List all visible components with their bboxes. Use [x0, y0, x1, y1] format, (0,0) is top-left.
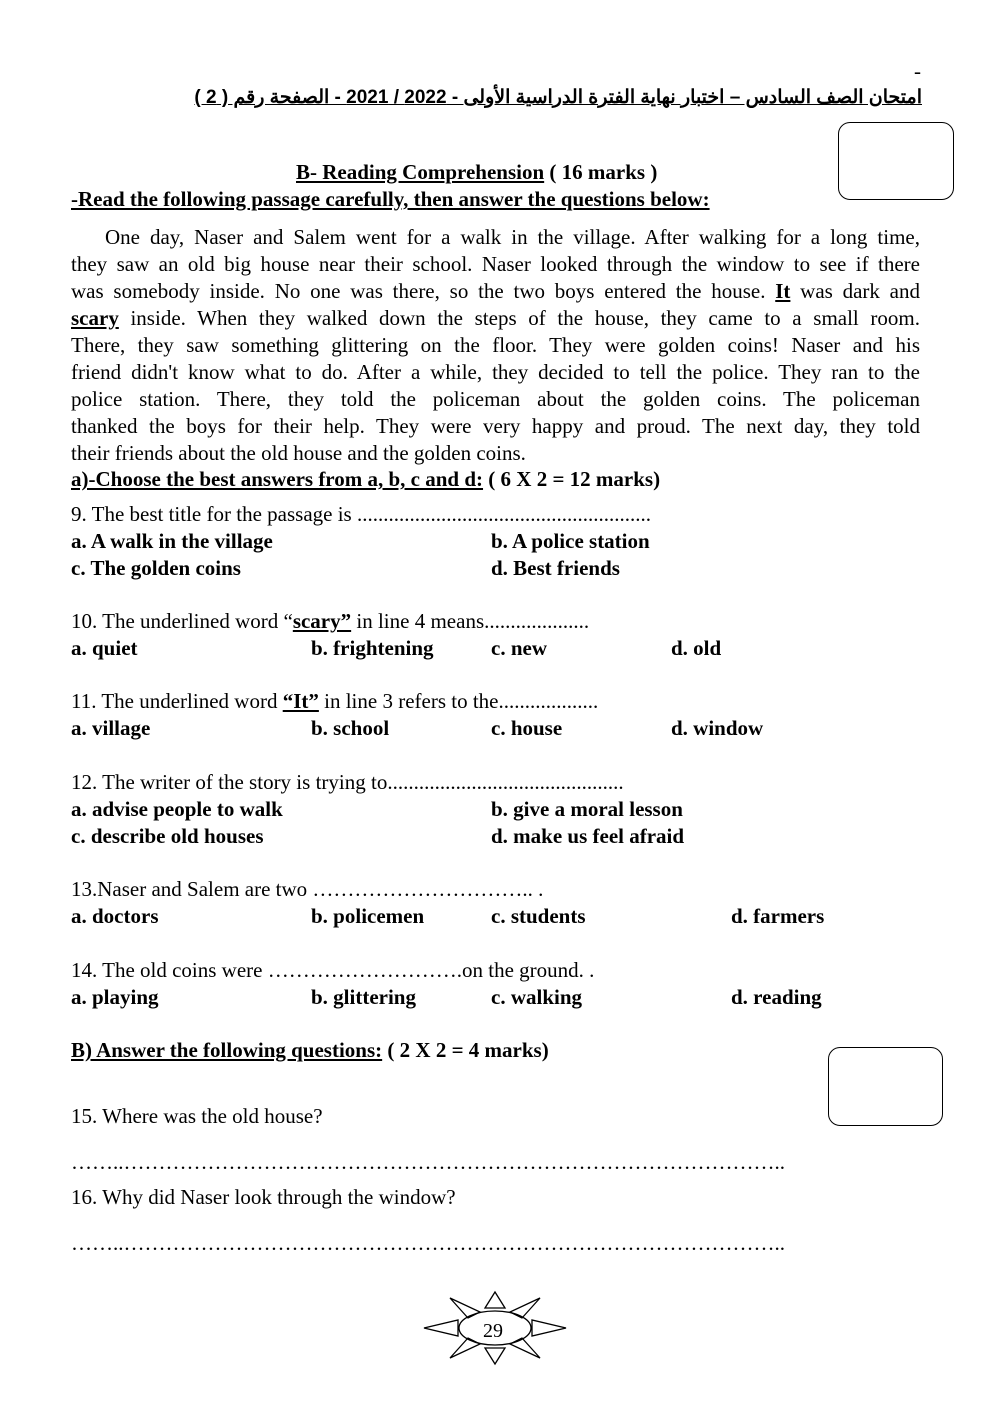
part-a-title-text: a)-Choose the best answers from a, b, c and d:	[71, 467, 484, 491]
passage-line	[71, 332, 920, 358]
answer-option[interactable]: d. farmers	[731, 904, 825, 928]
answer-option[interactable]: a. doctors	[71, 904, 159, 928]
answer-option[interactable]: c. describe old houses	[71, 824, 264, 848]
page-number: 29	[483, 1320, 503, 1342]
answer-option[interactable]: b. frightening	[311, 636, 434, 660]
question-9: 9. The best title for the passage is ........................................................	[71, 502, 651, 526]
page-header: امتحان الصف السادس – اختبار نهاية الفترة الدراسية الأولى - 2022 / 2021 - الصفحة رقم ( 2 )	[194, 87, 922, 108]
passage-line	[71, 305, 920, 331]
question-11	[71, 688, 598, 714]
answer-option[interactable]: c. new	[491, 636, 547, 660]
passage-line	[71, 386, 920, 412]
part-b-title-text: B) Answer the following questions:	[71, 1038, 383, 1062]
part-a-marks: ( 6 X 2 = 12 marks)	[483, 467, 661, 491]
section-title-text: B- Reading Comprehension	[296, 160, 545, 184]
answer-option[interactable]: c. walking	[491, 985, 583, 1009]
instruction: -Read the following passage carefully, then answer the questions below:	[71, 187, 710, 211]
answer-option[interactable]: c. The golden coins	[71, 556, 241, 580]
answer-line-16[interactable]: ……..…………………………………………………………………………………..	[71, 1231, 785, 1255]
answer-option[interactable]: b. school	[311, 716, 390, 740]
passage-line	[71, 440, 526, 466]
question-16: 16. Why did Naser look through the window?	[71, 1185, 456, 1209]
passage-line	[71, 278, 920, 304]
marks-box	[838, 122, 954, 200]
passage-line	[71, 251, 920, 277]
passage-line	[71, 359, 920, 385]
underlined-word: scary	[71, 306, 119, 330]
answer-line-15[interactable]: ……..…………………………………………………………………………………..	[71, 1150, 785, 1174]
answer-option[interactable]: d. reading	[731, 985, 822, 1009]
answer-option[interactable]: a. quiet	[71, 636, 138, 660]
section-title	[296, 159, 657, 185]
question-13: 13.Naser and Salem are two ………………………….. .	[71, 877, 544, 901]
answer-option[interactable]: a. A walk in the village	[71, 529, 273, 553]
answer-option[interactable]: d. old	[671, 636, 722, 660]
passage-text: was dark and	[790, 279, 921, 303]
passage-line	[71, 413, 920, 439]
answer-option[interactable]: d. Best friends	[491, 556, 620, 580]
question-text: 10. The underlined word “	[71, 609, 293, 633]
answer-option[interactable]: b. policemen	[311, 904, 425, 928]
underlined-word: “It”	[282, 689, 319, 713]
answer-option[interactable]: a. advise people to walk	[71, 797, 283, 821]
header-dash: -	[914, 59, 921, 83]
passage-text: There, they saw something glittering on the floor. They were golden coins! Naser and his	[71, 333, 920, 357]
passage-line	[71, 224, 920, 250]
answer-option[interactable]: a. playing	[71, 985, 159, 1009]
passage-text: friend didn't know what to do. After a while, they decided to tell the police. They ran to the	[71, 360, 920, 384]
section-marks: ( 16 marks )	[544, 160, 658, 184]
passage-text: inside. When they walked down the steps of the house, they came to a small room.	[118, 306, 920, 330]
answer-option[interactable]: d. make us feel afraid	[491, 824, 685, 848]
question-15: 15. Where was the old house?	[71, 1104, 323, 1128]
answer-option[interactable]: c. house	[491, 716, 563, 740]
marks-box	[828, 1047, 943, 1126]
part-b-marks: ( 2 X 2 = 4 marks)	[382, 1038, 549, 1062]
question-text: in line 3 refers to the...................	[318, 689, 599, 713]
question-text: in line 4 means....................	[351, 609, 590, 633]
answer-option[interactable]: c. students	[491, 904, 586, 928]
passage-text: was somebody inside. No one was there, so the two boys entered the house.	[71, 279, 776, 303]
question-10	[71, 608, 589, 634]
question-12: 12. The writer of the story is trying to.............................................	[71, 770, 624, 794]
underlined-word: It	[775, 279, 791, 303]
question-14: 14. The old coins were ……………………….on the ground. .	[71, 958, 595, 982]
answer-option[interactable]: b. glittering	[311, 985, 416, 1009]
passage-text: police station. There, they told the policeman about the golden coins. The policeman	[71, 387, 920, 411]
passage-text: One day, Naser and Salem went for a walk in the village. After walking for a long time,	[105, 225, 920, 249]
answer-option[interactable]: a. village	[71, 716, 151, 740]
answer-option[interactable]: b. give a moral lesson	[491, 797, 683, 821]
passage-text: they saw an old big house near their school. Naser looked through the window to see if there	[71, 252, 920, 276]
answer-option[interactable]: b. A police station	[491, 529, 650, 553]
underlined-word: scary”	[292, 609, 352, 633]
passage-text: thanked the boys for their help. They were very happy and proud. The next day, they told	[71, 414, 920, 438]
part-a-title	[71, 466, 660, 492]
passage-text: their friends about the old house and the golden coins.	[71, 441, 526, 465]
question-text: 11. The underlined word	[71, 689, 283, 713]
answer-option[interactable]: d. window	[671, 716, 764, 740]
part-b-title	[71, 1037, 549, 1063]
